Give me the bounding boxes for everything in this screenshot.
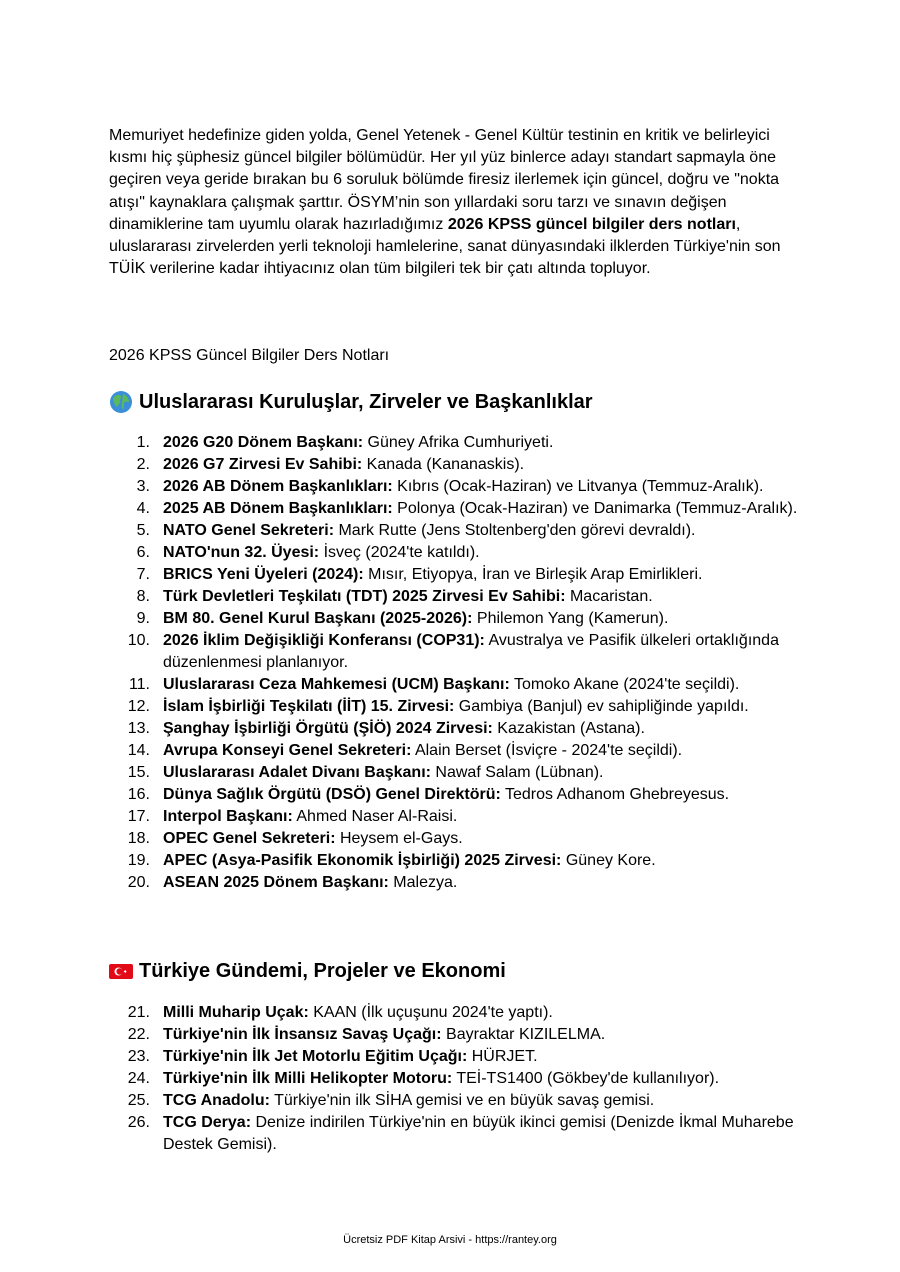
list-item-number: 26.	[127, 1114, 150, 1131]
list-item-label: Türk Devletleri Teşkilatı (TDT) 2025 Zirvesi Ev Sahibi:	[163, 588, 566, 605]
turkey-flag-icon	[109, 959, 133, 983]
list-item-label: TCG Derya:	[163, 1114, 252, 1131]
section-heading-international	[109, 389, 593, 415]
list-item-label: BM 80. Genel Kurul Başkanı (2025-2026):	[163, 610, 473, 627]
section-heading-text: Türkiye Gündemi, Projeler ve Ekonomi	[139, 960, 506, 982]
list-item-label: NATO'nun 32. Üyesi:	[163, 544, 320, 561]
list-item-number: 22.	[127, 1026, 150, 1043]
list-item-number: 6.	[136, 544, 150, 561]
list-item	[109, 432, 809, 454]
list-item-number: 23.	[127, 1048, 150, 1065]
list-item-number: 20.	[127, 874, 150, 891]
list-item-label: ASEAN 2025 Dönem Başkanı:	[163, 874, 389, 891]
list-item-number: 14.	[127, 742, 150, 759]
list-item-label: Avrupa Konseyi Genel Sekreteri:	[163, 742, 412, 759]
list-item	[109, 564, 809, 586]
list-item-text: Tomoko Akane (2024'te seçildi).	[509, 676, 740, 693]
list-item-number: 12.	[127, 698, 150, 715]
list-item-label: Türkiye'nin İlk Jet Motorlu Eğitim Uçağı:	[163, 1048, 468, 1065]
list-item-text: Polonya (Ocak-Haziran) ve Danimarka (Temmuz-Aralık).	[392, 500, 798, 517]
list-item-text: Heysem el-Gays.	[335, 830, 463, 847]
list-item-text: Gambiya (Banjul) ev sahipliğinde yapıldı.	[454, 698, 749, 715]
list-item	[109, 476, 809, 498]
list-item-label: Dünya Sağlık Örgütü (DSÖ) Genel Direktörü:	[163, 786, 501, 803]
list-item-label: 2026 G7 Zirvesi Ev Sahibi:	[163, 456, 363, 473]
section-heading-text: Uluslararası Kuruluşlar, Zirveler ve Başkanlıklar	[139, 391, 593, 413]
list-item-label: Türkiye'nin İlk Milli Helikopter Motoru:	[163, 1070, 453, 1087]
list-item-text: Malezya.	[388, 874, 458, 891]
list-item	[109, 1002, 809, 1024]
list-item	[109, 696, 809, 718]
list-item-number: 17.	[127, 808, 150, 825]
list-item-label: APEC (Asya-Pasifik Ekonomik İşbirliği) 2025 Zirvesi:	[163, 852, 562, 869]
list-item-text: HÜRJET.	[467, 1048, 538, 1065]
list-item-number: 11.	[128, 676, 150, 693]
globe-icon	[109, 390, 133, 414]
list-item-number: 25.	[127, 1092, 150, 1109]
list-item-label: Uluslararası Ceza Mahkemesi (UCM) Başkanı:	[163, 676, 510, 693]
list-item-number: 19.	[127, 852, 150, 869]
list-item-number: 7.	[136, 566, 150, 583]
list-item-text: Güney Kore.	[561, 852, 656, 869]
list-item-text: Mark Rutte (Jens Stoltenberg'den görevi devraldı).	[334, 522, 696, 539]
list-item-text: Ahmed Naser Al-Raisi.	[292, 808, 458, 825]
list-item-number: 8.	[136, 588, 150, 605]
list-item-number: 2.	[136, 456, 150, 473]
list-item-label: Şanghay İşbirliği Örgütü (ŞİÖ) 2024 Zirvesi:	[163, 720, 493, 737]
list-item-number: 13.	[127, 720, 150, 737]
list-item-number: 10.	[127, 632, 150, 649]
list-item	[109, 762, 809, 784]
list-item-number: 5.	[136, 522, 150, 539]
list-item	[109, 674, 809, 696]
list-item	[109, 1046, 809, 1068]
list-item-label: OPEC Genel Sekreteri:	[163, 830, 336, 847]
list-item-text: Avustralya ve Pasifik ülkeleri ortaklığında düzenlenmesi planlanıyor.	[163, 632, 779, 671]
list-item	[109, 498, 809, 520]
list-item	[109, 740, 809, 762]
list-item-label: TCG Anadolu:	[163, 1092, 270, 1109]
list-item-text: Alain Berset (İsviçre - 2024'te seçildi).	[411, 742, 683, 759]
list-item-number: 9.	[136, 610, 150, 627]
list-item-label: Milli Muharip Uçak:	[163, 1004, 309, 1021]
list-item-label: Uluslararası Adalet Divanı Başkanı:	[163, 764, 431, 781]
list-item	[109, 1068, 809, 1090]
list-item	[109, 1024, 809, 1046]
list-item-text: TEİ-TS1400 (Gökbey'de kullanılıyor).	[452, 1070, 720, 1087]
list-item-text: Güney Afrika Cumhuriyeti.	[363, 434, 554, 451]
list-item-number: 21.	[127, 1004, 150, 1021]
list-item-label: NATO Genel Sekreteri:	[163, 522, 335, 539]
list-item	[109, 520, 809, 542]
intro-text-end: , uluslararası zirvelerden yerli teknoloji hamlelerine, sanat dünyasındaki ilklerden Türkiye'nin son TÜİK verilerine kadar ihtiyacınız olan tüm bilgileri tek bir çatı altında topluyor.	[109, 215, 781, 278]
list-item	[109, 718, 809, 740]
list-item	[109, 828, 809, 850]
list-item	[109, 630, 809, 674]
list-item-text: Macaristan.	[565, 588, 653, 605]
list-item-label: İslam İşbirliği Teşkilatı (İİT) 15. Zirvesi:	[163, 698, 455, 715]
list-item-number: 15.	[127, 764, 150, 781]
international-list	[109, 432, 809, 894]
list-item-label: Türkiye'nin İlk İnsansız Savaş Uçağı:	[163, 1026, 442, 1043]
list-item-text: KAAN (İlk uçuşunu 2024'te yaptı).	[308, 1004, 553, 1021]
turkey-list	[109, 1002, 809, 1156]
list-item-text: Türkiye'nin ilk SİHA gemisi ve en büyük savaş gemisi.	[269, 1092, 655, 1109]
intro-bold-phrase: 2026 KPSS güncel bilgiler ders notları	[447, 215, 736, 233]
list-item-text: İsveç (2024'te katıldı).	[319, 544, 480, 561]
list-item-text: Mısır, Etiyopya, İran ve Birleşik Arap Emirlikleri.	[363, 566, 703, 583]
intro-paragraph	[109, 125, 799, 280]
list-item-number: 3.	[136, 478, 150, 495]
list-item-label: 2026 G20 Dönem Başkanı:	[163, 434, 364, 451]
list-item	[109, 806, 809, 828]
page-footer: Ücretsiz PDF Kitap Arsivi - https://rantey.org	[343, 1234, 557, 1246]
list-item-label: 2025 AB Dönem Başkanlıkları:	[163, 500, 393, 517]
list-item	[109, 608, 809, 630]
list-item-text: Bayraktar KIZILELMA.	[441, 1026, 606, 1043]
list-item-text: Nawaf Salam (Lübnan).	[430, 764, 604, 781]
list-item	[109, 586, 809, 608]
list-item-label: BRICS Yeni Üyeleri (2024):	[163, 566, 364, 583]
list-item-number: 24.	[127, 1070, 150, 1087]
list-item	[109, 784, 809, 806]
document-subtitle: 2026 KPSS Güncel Bilgiler Ders Notları	[109, 347, 390, 364]
list-item	[109, 542, 809, 564]
list-item-number: 16.	[127, 786, 150, 803]
list-item-text: Tedros Adhanom Ghebreyesus.	[500, 786, 730, 803]
list-item	[109, 850, 809, 872]
list-item-text: Philemon Yang (Kamerun).	[472, 610, 669, 627]
list-item	[109, 1090, 809, 1112]
list-item	[109, 1112, 809, 1156]
list-item-text: Kazakistan (Astana).	[492, 720, 645, 737]
intro-text-start: Memuriyet hedefinize giden yolda, Genel Yetenek - Genel Kültür testinin en kritik ve belirleyici kısmı hiç şüphesiz güncel bilgiler bölümüdür. Her yıl yüz binlerce adayı standart sapmayla öne geçiren veya geride bırakan bu 6 soruluk bölümde firesiz ilerlemek için güncel, doğru ve "nokta atışı" kaynaklara çalışmak şarttır. ÖSYM’nin son yıllardaki soru tarzı ve sınavın değişen dinamiklerine tam uyumlu olarak hazırladığımız	[109, 127, 780, 233]
list-item-text: Kanada (Kananaskis).	[362, 456, 525, 473]
section-heading-turkey	[109, 958, 506, 984]
list-item-text: Denize indirilen Türkiye'nin en büyük ikinci gemisi (Denizde İkmal Muharebe Destek Gemisi).	[163, 1114, 794, 1153]
list-item-label: Interpol Başkanı:	[163, 808, 293, 825]
list-item	[109, 872, 809, 894]
list-item-text: Kıbrıs (Ocak-Haziran) ve Litvanya (Temmuz-Aralık).	[392, 478, 764, 495]
list-item-number: 1.	[136, 434, 150, 451]
list-item-label: 2026 AB Dönem Başkanlıkları:	[163, 478, 393, 495]
list-item	[109, 454, 809, 476]
list-item-number: 4.	[136, 500, 150, 517]
list-item-number: 18.	[127, 830, 150, 847]
list-item-label: 2026 İklim Değişikliği Konferansı (COP31):	[163, 632, 485, 649]
